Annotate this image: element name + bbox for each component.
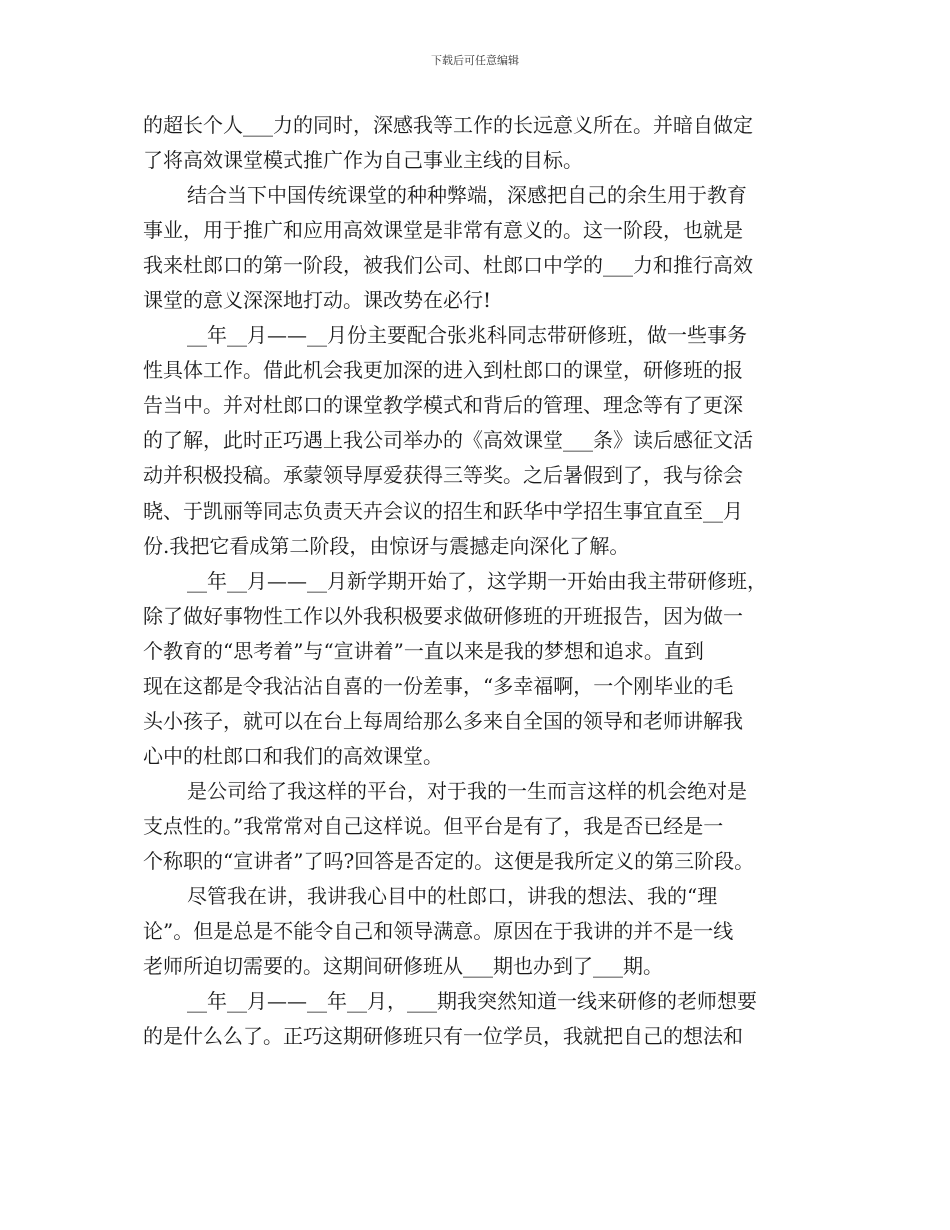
text-line: 尽管我在讲，我讲我心目中的杜郎口，讲我的想法、我的“理 — [187, 884, 718, 909]
text-line: 的了解，此时正巧遇上我公司举办的《高效课堂___条》读后感征文活 — [143, 428, 753, 453]
text-line: __年__月——__月新学期开始了，这学期一开始由我主带研修班， — [187, 568, 767, 593]
text-line: 个教育的“思考着”与“宣讲着”一直以来是我的梦想和追求。直到 — [143, 638, 704, 663]
text-line: 份.我把它看成第二阶段，由惊讶与震撼走向深化了解。 — [143, 533, 630, 558]
text-line: 晓、于凯丽等同志负责天卉会议的招生和跃华中学招生事宜直至__月 — [143, 498, 743, 523]
text-line: __年__月——__年__月，___期我突然知道一线来研修的老师想要 — [187, 989, 757, 1014]
text-line: 头小孩子，就可以在台上每周给那么多来自全国的领导和老师讲解我 — [143, 708, 743, 733]
text-line: 支点性的。”我常常对自己这样说。但平台是有了，我是否已经是一 — [143, 813, 724, 838]
text-line: 动并积极投稿。承蒙领导厚爱获得三等奖。之后暑假到了，我与徐会 — [143, 463, 743, 488]
text-line: 论”。但是总是不能令自己和领导满意。原因在于我讲的并不是一线 — [143, 919, 734, 944]
text-line: 是公司给了我这样的平台，对于我的一生而言这样的机会绝对是 — [187, 778, 747, 803]
text-line: 了将高效课堂模式推广作为自己事业主线的目标。 — [143, 148, 583, 173]
page-header: 下载后可任意编辑 — [431, 54, 519, 67]
text-line: __年__月——__月份主要配合张兆科同志带研修班，做一些事务 — [187, 323, 747, 348]
text-line: 课堂的意义深深地打动。课改势在必行! — [143, 288, 492, 313]
text-line: 性具体工作。借此机会我更加深的进入到杜郎口的课堂，研修班的报 — [143, 358, 743, 383]
document-body — [143, 108, 823, 1054]
text-line: 事业，用于推广和应用高效课堂是非常有意义的。这一阶段，也就是 — [143, 218, 743, 243]
text-line: 个称职的“宣讲者”了吗?回答是否定的。这便是我所定义的第三阶段。 — [143, 848, 755, 873]
text-line: 老师所迫切需要的。这期间研修班从___期也办到了___期。 — [143, 954, 663, 979]
text-line: 的是什么么了。正巧这期研修班只有一位学员，我就把自己的想法和 — [143, 1024, 743, 1049]
text-line: 的超长个人___力的同时，深感我等工作的长远意义所在。并暗自做定 — [143, 113, 753, 137]
text-line: 我来杜郎口的第一阶段，被我们公司、杜郎口中学的___力和推行高效 — [143, 253, 753, 278]
text-line: 除了做好事物性工作以外我积极要求做研修班的开班报告，因为做一 — [143, 603, 743, 628]
text-line: 现在这都是令我沾沾自喜的一份差事，“多幸福啊，一个刚毕业的毛 — [143, 673, 734, 698]
text-line: 心中的杜郎口和我们的高效课堂。 — [143, 743, 443, 768]
text-line: 结合当下中国传统课堂的种种弊端，深感把自己的余生用于教育 — [187, 183, 747, 208]
text-line: 告当中。并对杜郎口的课堂教学模式和背后的管理、理念等有了更深 — [143, 393, 743, 418]
